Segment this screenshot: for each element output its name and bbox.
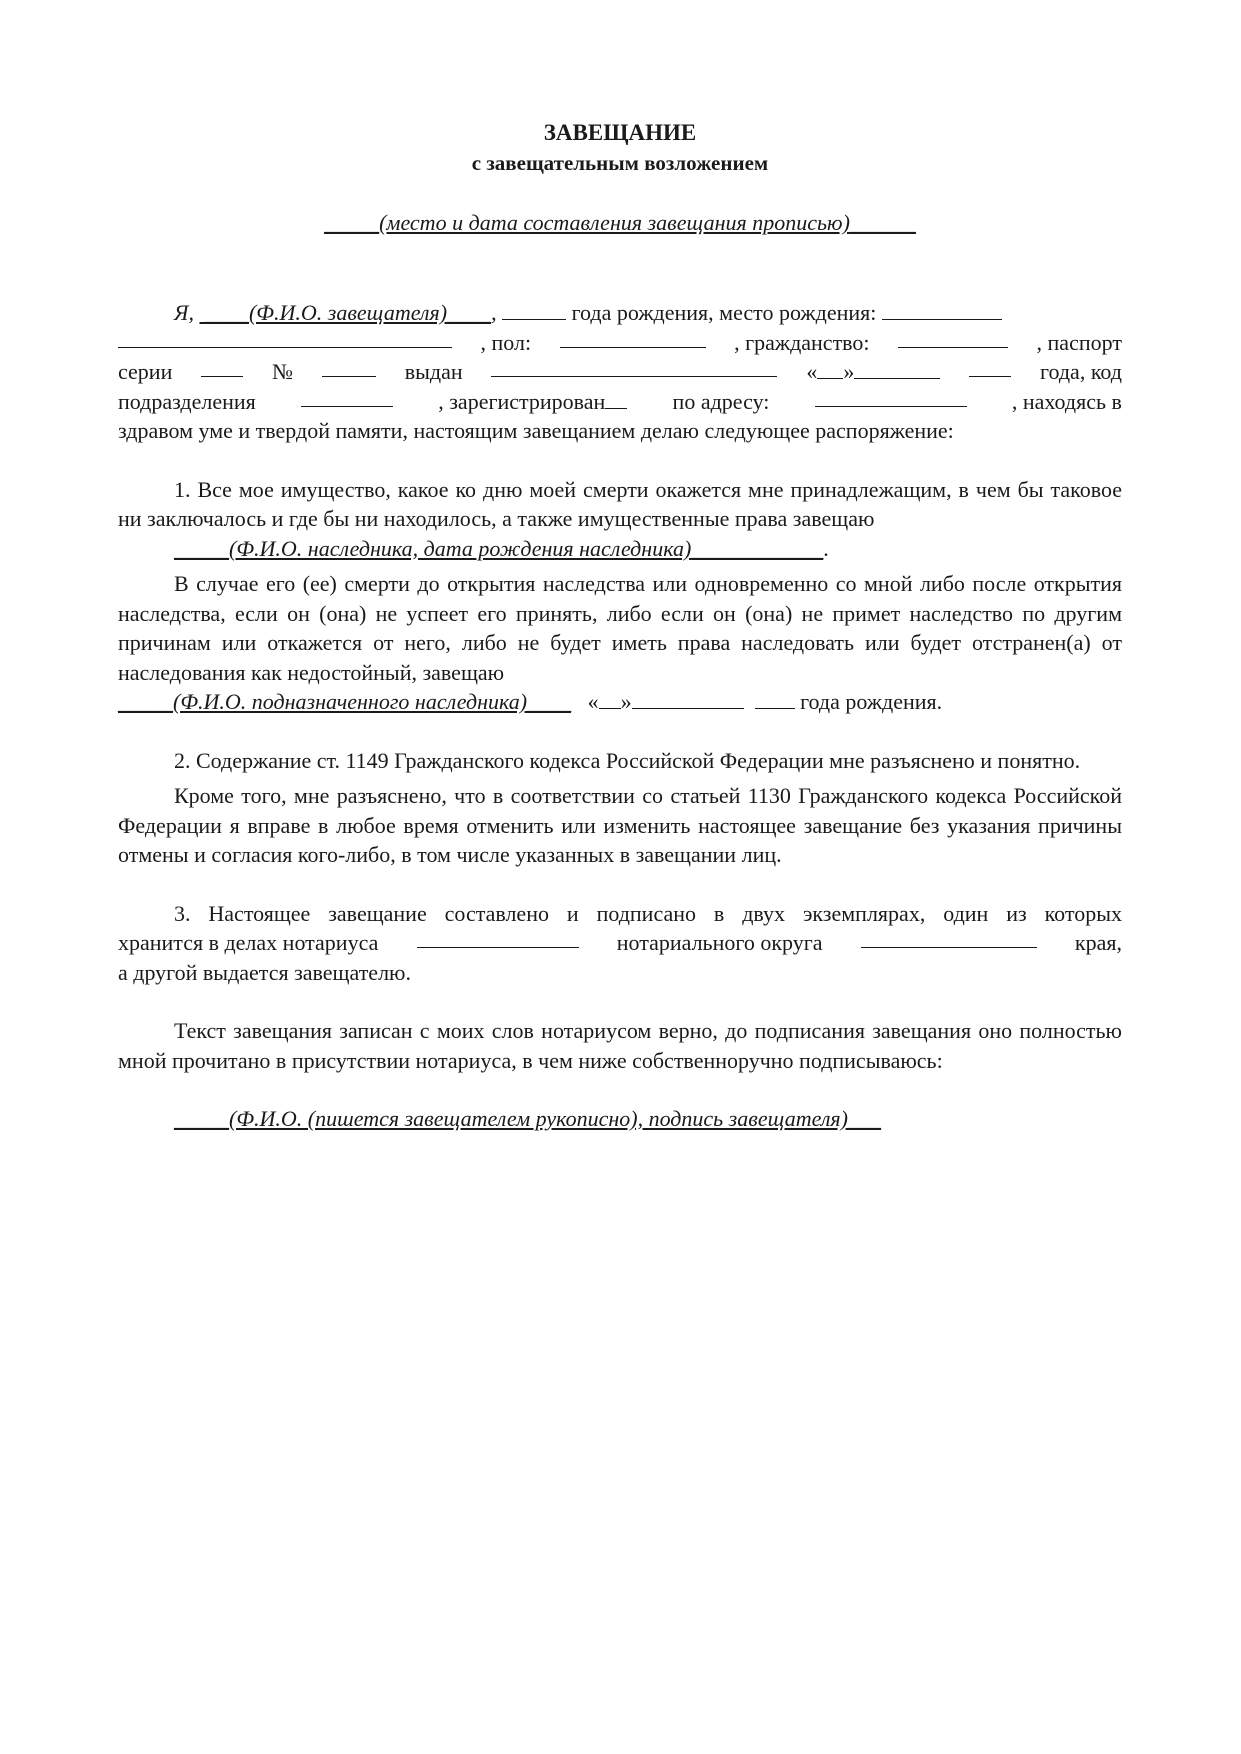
clause-3-text-start: 3. Настоящее завещание составлено и подписано в двух экземплярах, один из которых xyxy=(174,900,1122,926)
closing-text: Текст завещания записан с моих слов нотариусом верно, до подписания завещания оно полностью мной прочитано в присутствии нотариуса, в чем ниже собственноручно подписываюсь: xyxy=(118,1018,1122,1073)
substitute-placeholder: (Ф.И.О. подназначенного наследника) xyxy=(173,689,528,714)
registered-label: , зарегистрирован xyxy=(438,388,606,414)
division-label: подразделения xyxy=(118,388,256,414)
testator-placeholder: (Ф.И.О. завещателя) xyxy=(248,300,448,325)
birth-year-label: года рождения, место рождения: xyxy=(571,300,877,325)
intro-line-4 xyxy=(118,387,1122,417)
intro-line-3: серии № выдан « » года, код xyxy=(118,357,1122,387)
number-blank xyxy=(322,357,376,377)
document-subtitle: с завещательным возложением xyxy=(471,151,769,175)
stored-label: хранится в делах нотариуса xyxy=(118,930,379,955)
intro-line-5: здравом уме и твердой памяти, настоящим завещанием делаю следующее распоряжение: xyxy=(118,418,954,443)
heir-placeholder: (Ф.И.О. наследника, дата рождения наследника) xyxy=(229,535,692,561)
gender-label: , пол: xyxy=(480,329,532,355)
number-sign: № xyxy=(272,359,294,384)
signature-line: _____(Ф.И.О. (пишется завещателем рукописно), подпись завещателя)___ xyxy=(174,1106,881,1131)
birth-year-suffix: года рождения. xyxy=(800,689,943,714)
place-date-line: _____(место и дата составления завещания прописью)______ xyxy=(324,210,916,235)
clause-2-text: 2. Содержание ст. 1149 Гражданского кодекса Российской Федерации мне разъяснено и понятно. xyxy=(174,747,1081,773)
intro-paragraph xyxy=(118,298,1122,446)
year-code-label: года, код xyxy=(1040,359,1122,384)
birth-place-blank xyxy=(882,300,1002,320)
clause-1-text: 1. Все мое имущество, какое ко дню моей смерти окажется мне принадлежащим, в чем бы таковое ни заключалось и где бы ни находилось, а также имущественные права завещаю xyxy=(118,476,1122,531)
birth-year-blank xyxy=(502,300,566,320)
intro-line-1: Я, ____(Ф.И.О. завещателя)____, года рождения, место рождения: xyxy=(118,298,1122,328)
substitute-heir-line: _____(Ф.И.О. подназначенного наследника)____ « » года рождения. xyxy=(118,689,943,714)
heir-line: _____(Ф.И.О. наследника, дата рождения наследника)____________. xyxy=(174,535,829,561)
clause-3-text-end: а другой выдается завещателю. xyxy=(118,959,411,985)
place-date-placeholder: (место и дата составления завещания прописью) xyxy=(379,210,850,235)
passport-label: , паспорт xyxy=(1036,329,1122,355)
address-blank xyxy=(815,387,967,407)
district-label: нотариального округа xyxy=(616,930,823,955)
signature-placeholder: (Ф.И.О. (пишется завещателем рукописно), подпись завещателя) xyxy=(229,1106,848,1131)
gender-blank xyxy=(560,328,706,348)
being-label: , находясь в xyxy=(1011,388,1122,414)
issue-month-blank xyxy=(854,359,940,379)
issued-label: выдан xyxy=(404,359,463,384)
series-blank xyxy=(201,357,243,377)
district-blank xyxy=(861,928,1037,948)
clause-1-substitute-text: В случае его (ее) смерти до открытия наследства или одновременно со мной либо после открытия наследства, если он (она) не успеет его принять, либо если он (она) не примет наследство по другим причинам или откажется от него, либо не будет иметь права наследовать или будет отстранен(а) от наследования как недостойный, завещаю xyxy=(118,571,1122,685)
substitute-day-blank xyxy=(599,689,621,709)
clause-3-notary-line xyxy=(118,928,1122,958)
registered-suffix-blank xyxy=(605,389,627,409)
pronoun: Я, xyxy=(174,300,194,325)
issue-day-blank xyxy=(817,359,843,379)
document-title: ЗАВЕЩАНИЕ xyxy=(543,120,697,145)
substitute-month-blank xyxy=(632,689,744,709)
address-label: по адресу: xyxy=(672,388,770,414)
citizenship-blank xyxy=(898,328,1008,348)
issued-by-blank xyxy=(491,357,777,377)
region-label: края, xyxy=(1074,930,1122,955)
will-document xyxy=(118,118,1122,1134)
clause-2-text-2: Кроме того, мне разъяснено, что в соответствии со статьей 1130 Гражданского кодекса Российской Федерации я вправе в любое время отменить или изменить настоящее завещание без указания причины отмены и согласия кого-либо, в том числе указанных в завещании лиц. xyxy=(118,783,1122,867)
birth-place-blank-2 xyxy=(118,328,452,348)
division-code-blank xyxy=(301,387,393,407)
intro-line-2 xyxy=(118,328,1122,358)
notary-name-blank xyxy=(417,928,579,948)
citizenship-label: , гражданство: xyxy=(734,329,870,355)
issue-year-blank xyxy=(969,357,1011,377)
substitute-year-blank xyxy=(755,689,795,709)
series-label: серии xyxy=(118,359,173,384)
